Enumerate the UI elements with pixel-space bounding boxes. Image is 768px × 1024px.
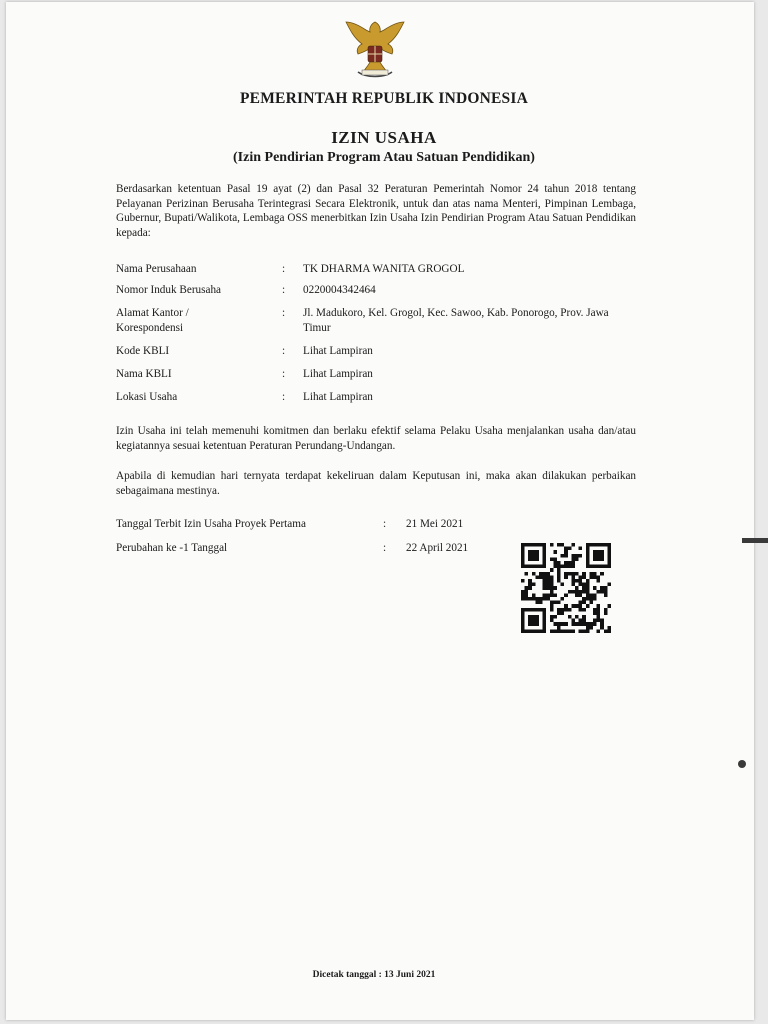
field-label: Nama Perusahaan [116, 263, 197, 275]
date-separator: : [383, 542, 387, 554]
field-value: Lihat Lampiran [303, 345, 373, 357]
field-value: 0220004342464 [303, 284, 376, 296]
date-label: Tanggal Terbit Izin Usaha Proyek Pertama [116, 518, 306, 530]
qr-code-icon [519, 543, 613, 633]
field-separator: : [282, 368, 286, 380]
garuda-emblem-icon [340, 18, 410, 80]
field-label: Lokasi Usaha [116, 391, 178, 403]
field-separator: : [282, 263, 286, 275]
government-header: PEMERINTAH REPUBLIK INDONESIA [240, 90, 528, 107]
field-value: Jl. Madukoro, Kel. Grogol, Kec. Sawoo, Kab. Ponorogo, Prov. Jawa Timur [303, 307, 609, 334]
print-date: Dicetak tanggal : 13 Juni 2021 [312, 970, 436, 980]
date-label: Perubahan ke -1 Tanggal [116, 542, 228, 554]
field-label: Alamat Kantor / Korespondensi [116, 307, 189, 334]
edge-mark [742, 538, 768, 543]
date-value: 22 April 2021 [406, 542, 469, 554]
field-label: Nomor Induk Berusaha [116, 284, 222, 296]
date-separator: : [383, 518, 387, 530]
field-separator: : [282, 307, 286, 319]
field-value: Lihat Lampiran [303, 368, 373, 380]
field-value: Lihat Lampiran [303, 391, 373, 403]
date-value: 21 Mei 2021 [406, 518, 464, 530]
field-separator: : [282, 391, 286, 403]
document-subtitle: (Izin Pendirian Program Atau Satuan Pendidikan) [233, 150, 535, 165]
field-label: Kode KBLI [116, 345, 170, 357]
edge-mark [738, 760, 746, 768]
validity-paragraph: Izin Usaha ini telah memenuhi komitmen dan berlaku efektif selama Pelaku Usaha menjalankan usaha dan/atau kegiatannya sesuai ketentuan Peraturan Perundang-Undangan. [116, 425, 636, 452]
field-value: TK DHARMA WANITA GROGOL [303, 263, 465, 275]
correction-paragraph: Apabila di kemudian hari ternyata terdapat kekeliruan dalam Keputusan ini, maka akan dilakukan perbaikan sebagaimana mestinya. [116, 470, 636, 497]
field-separator: : [282, 284, 286, 296]
field-separator: : [282, 345, 286, 357]
field-label: Nama KBLI [116, 368, 172, 380]
intro-paragraph: Berdasarkan ketentuan Pasal 19 ayat (2) dan Pasal 32 Peraturan Pemerintah Nomor 24 tahun 2018 tentang Pelayanan Perizinan Berusaha Terintegrasi Secara Elektronik, untuk dan atas nama Menteri, Pimpinan Lembaga, Gubernur, Bupati/Walikota, Lembaga OSS menerbitkan Izin Usaha Izin Pendirian Program Atau Satuan Pendidikan kepada: [116, 183, 636, 239]
document-title: IZIN USAHA [331, 128, 437, 147]
